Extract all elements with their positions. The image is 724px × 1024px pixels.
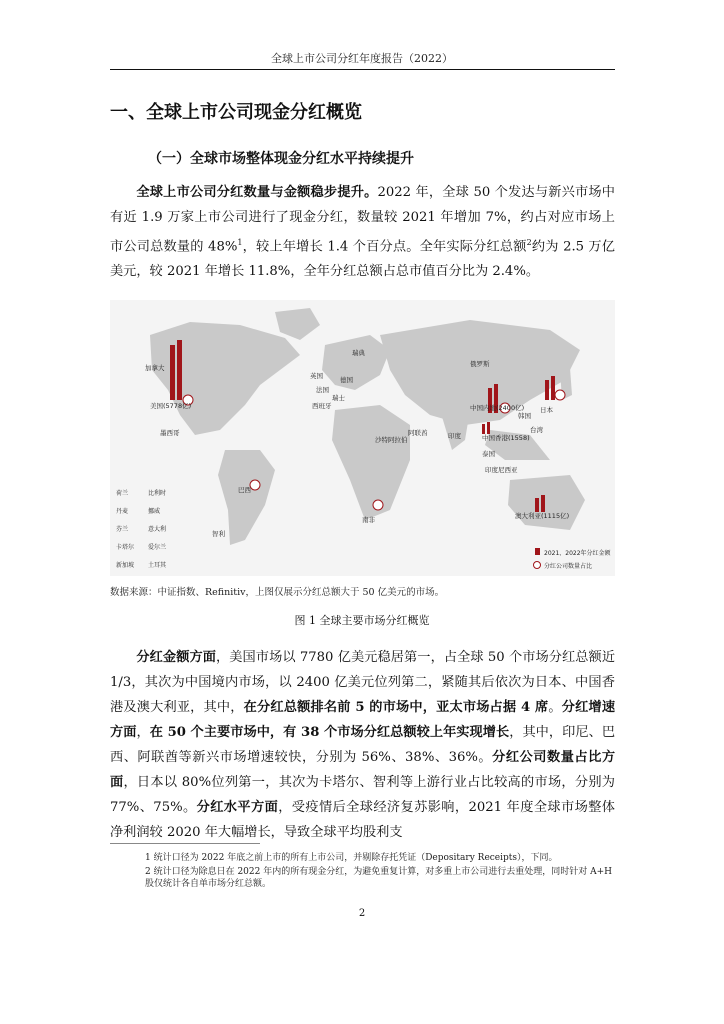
europe-shape [322,335,390,390]
side-label-4: 挪威 [148,508,161,515]
para2-t1: ，美国市场以 7780 亿美元稳居第一，占全球 50 个市场分红总额近 1/3，其次为中国境内市场，以 2400 亿美元位列第二，紧随其后依次为日本、中国香港及澳大利亚，其中， [110,650,616,715]
para2-t2: 。 [548,700,562,715]
south-america-shape [218,450,275,545]
page-number: 2 [358,908,366,919]
label-thailand: 泰国 [482,450,495,458]
usa-bar-2022 [177,340,182,400]
japan-bar-2021 [545,380,549,400]
label-chile: 智利 [212,530,225,538]
label-korea: 韩国 [518,412,531,420]
label-india: 印度 [448,432,461,440]
figure-source-note: 数据来源：中证指数、Refinitiv，上图仅展示分红总额大于 50 亿美元的市场。 [110,587,445,598]
para2-b6: 分红水平方面 [196,800,279,815]
world-dividend-map [110,300,615,576]
para2-t6: ，受疫情后全球经济复苏影响，2021 年度全球市场整体净利润较 2020 年大幅增长，导致全球平均股利支 [110,800,615,840]
label-taiwan: 台湾 [530,426,543,434]
footnote-rule [110,843,260,844]
map-legend [534,548,612,570]
label-canada: 加拿大 [145,364,165,372]
para1-text-b: ，较上年增长 1.4 个百分点。全年实际分红总额 [242,239,527,255]
para2-b1: 分红金额方面 [136,650,216,665]
label-sweden: 瑞典 [352,349,365,357]
side-market-labels [116,489,167,569]
hk-bar-2022 [487,422,490,434]
label-france: 法国 [316,386,329,394]
subsection-title: （一）全球市场整体现金分红水平持续提升 [148,151,414,167]
para2-t5: ，日本以 80%位列第一，其次为卡塔尔、智利等上游行业占比较高的市场，分别为 77%、75%。 [110,775,615,815]
footnote-ref-2[interactable]: 2 [526,238,532,247]
para2-t4: ，其中，印尼、巴西、阿联酋等新兴市场增速较快，分别为 56%、38%、36%。 [110,725,616,765]
hk-bar-2021 [482,424,485,434]
para2-b3: 分红增速方面 [110,700,616,740]
para1-text-a: 2022 年，全球 50 个发达与新兴市场中有近 1.9 万家上市公司进行了现金分红，数量较 2021 年增加 7%，约占对应市场上市公司总数量的 48% [110,185,615,255]
label-usa: 美国(5778亿) [150,402,192,410]
label-uk: 英国 [310,372,323,380]
label-spain: 西班牙 [312,402,332,410]
label-japan: 日本 [540,406,553,414]
label-indonesia: 印度尼西亚 [485,466,518,474]
side-label-7: 卡塔尔 [116,544,135,551]
japan-pie [555,390,565,400]
label-southafrica: 南非 [362,516,375,524]
footnote-1: 1 统计口径为 2022 年底之前上市的所有上市公司，并剔除存托凭证（Depositary Receipts），下同。 [145,853,558,863]
label-saudi: 沙特阿拉伯 [375,436,408,444]
running-header: 全球上市公司分红年度报告（2022） [271,52,453,65]
side-label-2: 比利时 [148,490,167,497]
para2-b2: 在分红总额排名前 5 的市场中，亚太市场占据 4 席 [243,700,549,715]
japan-bar-2022 [551,376,555,400]
australia-bar-2021 [535,498,539,512]
label-switzerland: 瑞士 [332,394,345,402]
side-label-8: 爱尔兰 [148,544,167,551]
label-uae: 阿联酋 [408,429,428,437]
footnote-ref-1[interactable]: 1 [237,238,243,247]
side-label-5: 芬兰 [116,526,129,533]
para1-text-c: 约为 2.5 万亿美元，较 2021 年增长 11.8%，全年分红总额占总市值百分比为 2.4%。 [110,239,615,280]
label-hk: 中国香港(1558) [482,434,530,442]
land-masses [150,308,585,545]
label-mexico: 墨西哥 [160,429,180,437]
label-germany: 德国 [340,376,353,384]
label-australia: 澳大利亚(1115亿) [515,512,570,520]
usa-bar-2021 [170,345,175,400]
brazil-pie [250,480,260,490]
label-china: 中国内地(2400亿) [470,404,525,412]
australia-bar-2022 [541,495,545,512]
footnote-2: 2 统计口径为除息日在 2022 年内的所有现金分红，为避免重复计算，对多重上市公司进行去重处理，同时针对 A+H 股仅统计各自单市场分红总额。 [145,867,612,889]
paragraph-2 [110,645,615,845]
greenland-shape [275,308,320,340]
side-label-10: 土耳其 [148,562,167,569]
label-russia: 俄罗斯 [470,360,490,368]
para2-t3: ， [136,725,150,740]
figure-caption: 图 1 全球主要市场分红概览 [294,614,430,627]
para2-b5: 分红公司数量占比方面 [110,750,616,790]
para2-b4: 在 50 个主要市场中，有 38 个市场分红总额较上年实现增长 [149,725,510,740]
southafrica-pie [373,500,383,510]
legend-bar-text: 2021、2022年分红金额 [544,550,611,557]
legend-pie-text: 分红公司数量占比 [544,563,593,570]
paragraph-1 [110,180,615,284]
side-label-3: 丹麦 [116,508,129,515]
australia-shape [508,475,585,530]
section-title: 一、全球上市公司现金分红概览 [110,102,362,123]
para1-lead: 全球上市公司分红数量与金额稳步提升。 [136,185,378,200]
side-label-9: 新加坡 [116,562,135,569]
map-svg [110,300,615,576]
header-rule [110,69,615,70]
side-label-6: 意大利 [148,526,167,533]
label-brazil: 巴西 [238,486,251,494]
africa-shape [332,405,410,520]
india-shape [440,410,470,450]
side-label-1: 荷兰 [116,490,129,497]
